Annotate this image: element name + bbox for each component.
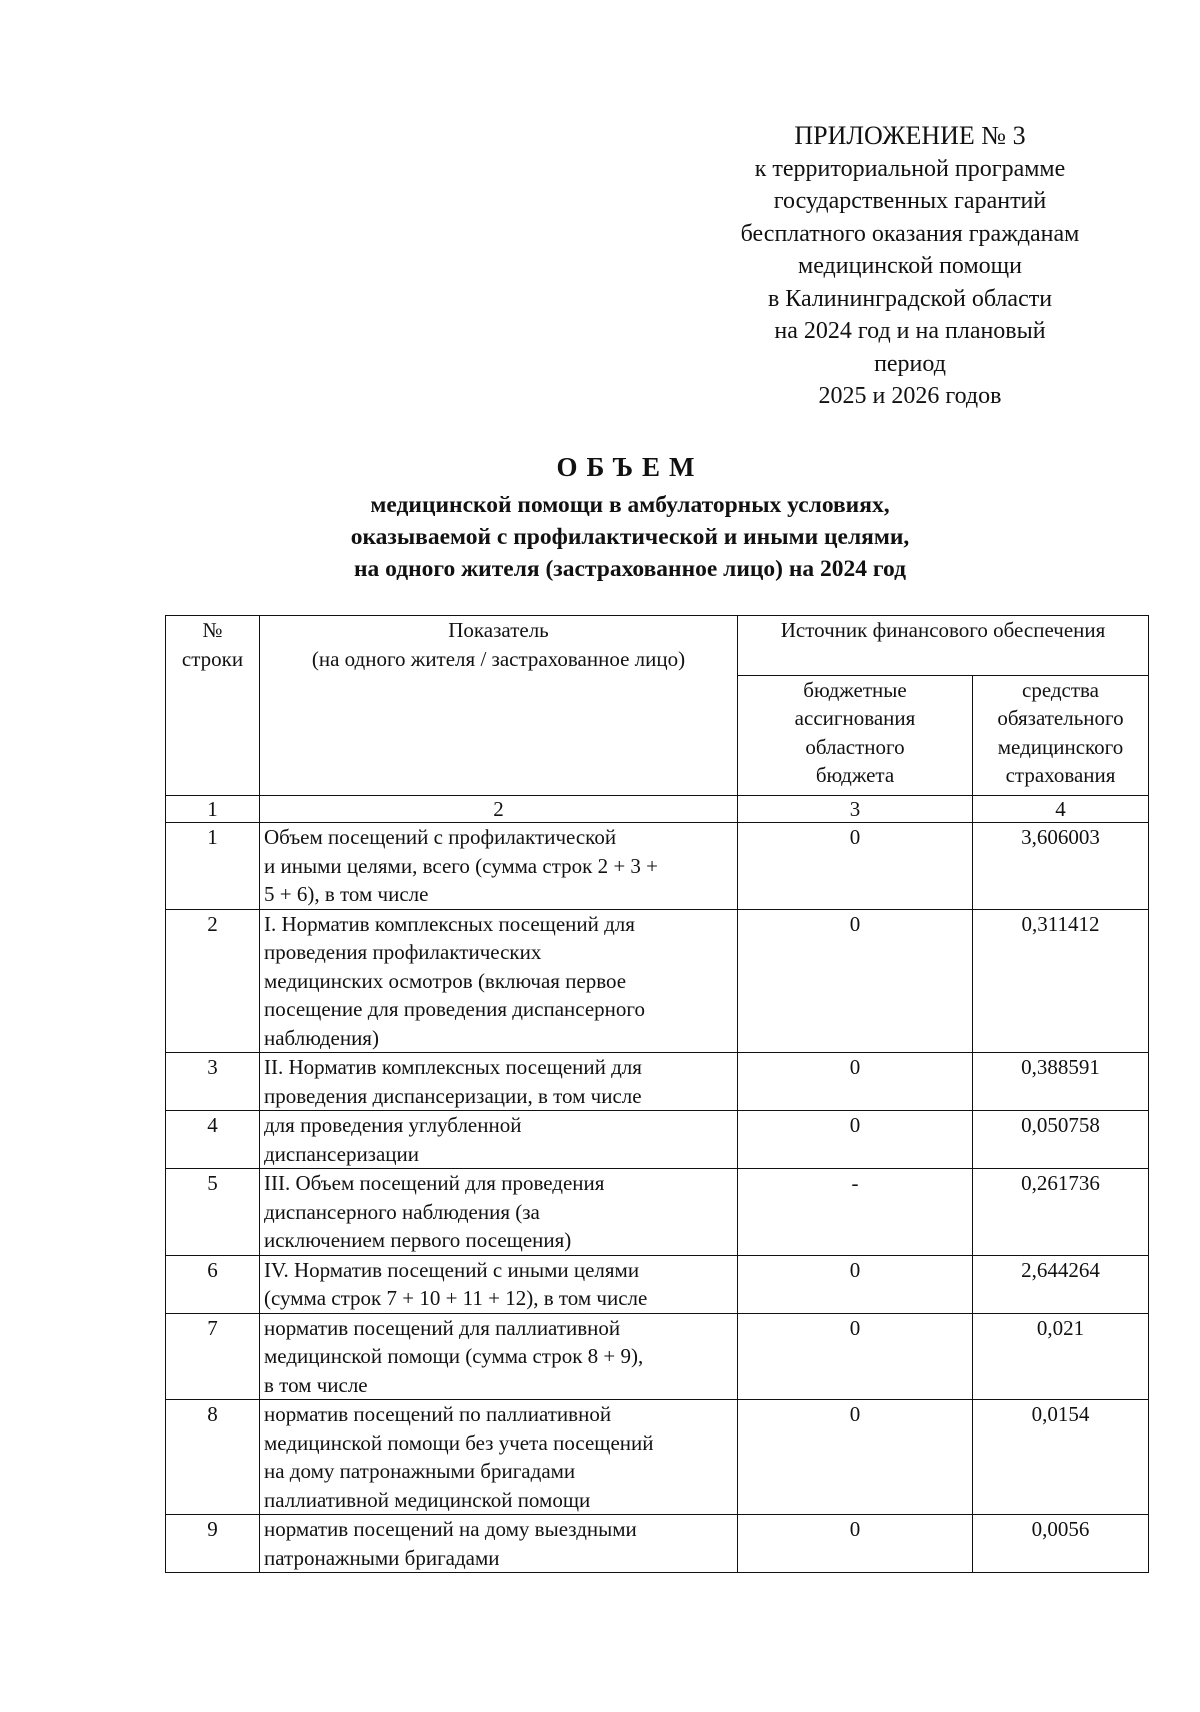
- row-indicator: [260, 1515, 738, 1573]
- row-indicator-line: медицинских осмотров (включая первое: [264, 968, 627, 993]
- table-row: [166, 1111, 1149, 1169]
- row-indicator-line: I. Норматив комплексных посещений для: [264, 911, 635, 936]
- row-number: 6: [166, 1255, 260, 1313]
- row-number: 9: [166, 1515, 260, 1573]
- header-oms-line: медицинского: [997, 734, 1124, 759]
- header-indicator-line: (на одного жителя / застрахованное лицо): [311, 646, 686, 671]
- row-indicator-line: (сумма строк 7 + 10 + 11 + 12), в том числе: [264, 1286, 648, 1310]
- row-indicator-line: медицинской помощи без учета посещений: [264, 1430, 654, 1455]
- row-indicator-line: норматив посещений для паллиативной: [264, 1315, 621, 1340]
- header-budget-line: бюджетные: [803, 677, 907, 702]
- row-budget-value: 0: [738, 1053, 973, 1111]
- table-row: [166, 823, 1149, 910]
- row-oms-value: 0,261736: [973, 1169, 1149, 1256]
- row-oms-value: 0,388591: [973, 1053, 1149, 1111]
- row-budget-value: 0: [738, 1255, 973, 1313]
- row-indicator-line: проведения диспансеризации, в том числе: [264, 1083, 642, 1108]
- title-line: оказываемой с профилактической и иными целями,: [350, 524, 910, 550]
- volume-table: [165, 615, 1149, 1573]
- table-row: [166, 1053, 1149, 1111]
- appendix-line: бесплатного оказания гражданам: [740, 220, 1080, 247]
- row-indicator-line: проведения профилактических: [264, 940, 542, 964]
- row-indicator-line: III. Объем посещений для проведения: [264, 1171, 605, 1195]
- table-row: [166, 1313, 1149, 1400]
- row-indicator: [260, 1313, 738, 1400]
- table-row: [166, 1515, 1149, 1573]
- row-number: 8: [166, 1400, 260, 1515]
- row-indicator-line: посещение для проведения диспансерного: [264, 997, 646, 1021]
- row-indicator-line: IV. Норматив посещений с иными целями: [264, 1257, 640, 1282]
- title-line: медицинской помощи в амбулаторных условиях,: [370, 492, 890, 518]
- row-oms-value: 3,606003: [973, 823, 1149, 910]
- appendix-line: в Калининградской области: [767, 285, 1053, 312]
- row-number: 2: [166, 909, 260, 1053]
- header-row-number-line: №: [202, 618, 223, 642]
- row-indicator-line: на дому патронажными бригадами: [264, 1459, 576, 1483]
- header-budget: [738, 675, 973, 795]
- row-indicator-line: Объем посещений с профилактической: [264, 825, 617, 849]
- column-number: 1: [166, 796, 260, 823]
- header-budget-line: областного: [805, 734, 905, 759]
- appendix-line: медицинской помощи: [798, 253, 1022, 279]
- row-budget-value: -: [738, 1169, 973, 1256]
- table-row: [166, 1400, 1149, 1515]
- row-indicator-line: наблюдения): [264, 1025, 379, 1050]
- row-indicator: [260, 823, 738, 910]
- row-number: 7: [166, 1313, 260, 1400]
- row-indicator-line: 5 + 6), в том числе: [264, 882, 429, 906]
- row-budget-value: 0: [738, 823, 973, 910]
- row-oms-value: 2,644264: [973, 1255, 1149, 1313]
- row-oms-value: 0,0056: [973, 1515, 1149, 1573]
- row-oms-value: 0,0154: [973, 1400, 1149, 1515]
- row-indicator-line: патронажными бригадами: [264, 1545, 500, 1570]
- column-number: 4: [973, 796, 1149, 823]
- row-indicator-line: для проведения углубленной: [264, 1113, 522, 1137]
- column-number: 2: [260, 796, 738, 823]
- appendix-line: 2025 и 2026 годов: [818, 383, 1002, 409]
- row-number: 4: [166, 1111, 260, 1169]
- document-title: [190, 447, 1070, 585]
- row-indicator-line: и иными целями, всего (сумма строк 2 + 3 +: [264, 853, 659, 878]
- table-row: [166, 1169, 1149, 1256]
- header-budget-line: ассигнования: [794, 706, 916, 731]
- row-budget-value: 0: [738, 909, 973, 1053]
- header-indicator-line: Показатель: [448, 618, 549, 642]
- row-indicator-line: исключением первого посещения): [264, 1228, 572, 1252]
- row-indicator-line: норматив посещений на дому выездными: [264, 1517, 637, 1541]
- row-oms-value: 0,050758: [973, 1111, 1149, 1169]
- header-oms-line: средства: [1022, 677, 1100, 702]
- row-indicator: [260, 1400, 738, 1515]
- row-oms-value: 0,021: [973, 1313, 1149, 1400]
- row-indicator: [260, 909, 738, 1053]
- table-body: [166, 616, 1149, 1573]
- header-indicator: [260, 616, 738, 796]
- row-indicator-line: паллиативной медицинской помощи: [264, 1487, 591, 1512]
- table-row: [166, 1255, 1149, 1313]
- appendix-line: государственных гарантий: [773, 188, 1047, 214]
- row-number: 1: [166, 823, 260, 910]
- row-indicator-line: II. Норматив комплексных посещений для: [264, 1055, 642, 1079]
- appendix-line: к территориальной программе: [754, 155, 1066, 182]
- header-oms-line: страхования: [1005, 763, 1116, 788]
- row-indicator: [260, 1111, 738, 1169]
- header-budget-line: бюджета: [815, 763, 895, 788]
- header-row-number-line: строки: [181, 646, 244, 671]
- row-budget-value: 0: [738, 1515, 973, 1573]
- row-oms-value: 0,311412: [973, 909, 1149, 1053]
- row-number: 5: [166, 1169, 260, 1256]
- appendix-number: ПРИЛОЖЕНИЕ № 3: [794, 121, 1026, 150]
- column-numbers-row: [166, 796, 1149, 823]
- row-number: 3: [166, 1053, 260, 1111]
- row-budget-value: 0: [738, 1313, 973, 1400]
- header-oms: [973, 675, 1149, 795]
- row-budget-value: 0: [738, 1400, 973, 1515]
- row-indicator: [260, 1053, 738, 1111]
- header-oms-line: обязательного: [997, 706, 1124, 731]
- table-header-row: [166, 616, 1149, 676]
- row-indicator: [260, 1169, 738, 1256]
- header-funding-source: Источник финансового обеспечения: [738, 616, 1149, 676]
- title-main: ОБЪЕМ: [556, 452, 704, 482]
- appendix-line: на 2024 год и на плановый: [774, 318, 1046, 344]
- header-row-number: [166, 616, 260, 796]
- table-row: [166, 909, 1149, 1053]
- row-indicator-line: диспансеризации: [264, 1141, 420, 1166]
- row-indicator-line: медицинской помощи (сумма строк 8 + 9),: [264, 1344, 644, 1368]
- row-budget-value: 0: [738, 1111, 973, 1169]
- row-indicator-line: норматив посещений по паллиативной: [264, 1402, 612, 1426]
- appendix-line: период: [874, 350, 946, 377]
- column-number: 3: [738, 796, 973, 823]
- appendix-block: [640, 120, 1180, 413]
- row-indicator-line: в том числе: [264, 1372, 368, 1397]
- row-indicator-line: диспансерного наблюдения (за: [264, 1199, 540, 1224]
- title-line: на одного жителя (застрахованное лицо) на 2024 год: [354, 556, 906, 582]
- row-indicator: [260, 1255, 738, 1313]
